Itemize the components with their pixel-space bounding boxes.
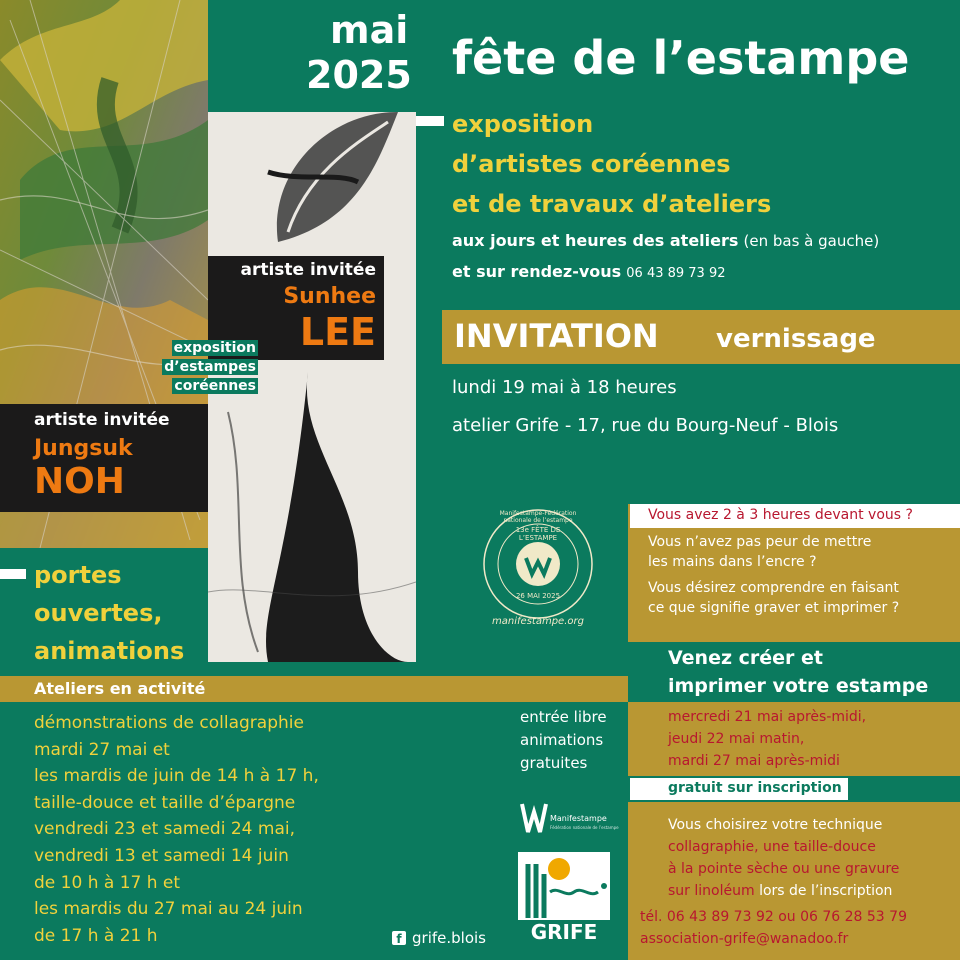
contact-phone: tél. 06 43 89 73 92 ou 06 76 28 53 79 — [640, 909, 907, 925]
question-2: Vous n’avez pas peur de mettre les mains dans l’encre ? — [648, 534, 872, 570]
list-item: de 17 h à 21 h — [34, 925, 158, 946]
artist-sunhee-lee-box: artiste invitée Sunhee LEE — [208, 256, 384, 360]
vernissage-place: atelier Grife - 17, rue du Bourg-Neuf - Blois — [452, 415, 839, 436]
wave-icon — [522, 864, 610, 918]
manifestampe-logo: Manifestampe Fédération nationale de l’estampe — [520, 802, 620, 838]
artist-jungsuk-noh-box: artiste invitée Jungsuk NOH — [0, 404, 208, 512]
list-item: les mardis de juin de 14 h à 17 h, — [34, 766, 319, 787]
question-header: Vous avez 2 à 3 heures devant vous ? — [630, 504, 960, 528]
facebook-icon: f — [392, 931, 406, 945]
free-registration-band: gratuit sur inscription — [630, 778, 848, 800]
portes-ouvertes-title: portes ouvertes, animations — [34, 561, 185, 665]
rule-marker — [416, 116, 444, 126]
workshop-dates: mercredi 21 mai après-midi, jeudi 22 mai matin, mardi 27 mai après-midi — [668, 709, 867, 769]
manifestampe-seal: Manifestampe-Fédération nationale de l’estampe 13e FÊTE DE L’ESTAMPE 26 MAI 2025 manifestampe.org — [478, 502, 598, 632]
list-item: taille-douce et taille d’épargne — [34, 792, 296, 813]
exhibition-title: exposition d’artistes coréennes et de travaux d’ateliers — [452, 110, 772, 218]
ateliers-band: Ateliers en activité — [0, 676, 628, 702]
rule-marker-2 — [0, 569, 26, 579]
list-item: vendredi 13 et samedi 14 juin — [34, 845, 289, 866]
list-item: de 10 h à 17 h et — [34, 872, 181, 893]
exhibit-tag: exposition d’estampes coréennes — [164, 340, 256, 394]
grife-logo: GRIFE — [516, 850, 612, 944]
list-item: mardi 27 mai et — [34, 739, 170, 760]
schedule-list — [34, 710, 319, 949]
contact-email[interactable]: association-grife@wanadoo.fr — [640, 931, 849, 947]
manifestampe-icon — [520, 802, 548, 834]
list-item: vendredi 23 et samedi 24 mai, — [34, 819, 295, 840]
month: mai — [330, 8, 409, 52]
page-title: fête de l’estampe — [452, 31, 910, 85]
vernissage-date: lundi 19 mai à 18 heures — [452, 377, 677, 398]
list-item: les mardis du 27 mai au 24 juin — [34, 899, 303, 920]
year: 2025 — [306, 53, 412, 97]
appointment-line: et sur rendez-vous 06 43 89 73 92 — [452, 262, 726, 281]
list-item: démonstrations de collagraphie — [34, 713, 304, 733]
entry-info: entrée libre animations gratuites — [520, 708, 607, 772]
question-3: Vous désirez comprendre en faisant ce que signifie graver et imprimer ? — [648, 580, 900, 616]
invitation-banner: INVITATION vernissage — [442, 310, 960, 364]
create-title: Venez créer et imprimer votre estampe — [668, 647, 929, 697]
technique-text: Vous choisirez votre technique collagraphie, une taille-douce à la pointe sèche ou une gravure sur linoléum lors de l’inscription — [668, 817, 900, 899]
hours-line: aux jours et heures des ateliers (en bas à gauche) — [452, 231, 880, 250]
